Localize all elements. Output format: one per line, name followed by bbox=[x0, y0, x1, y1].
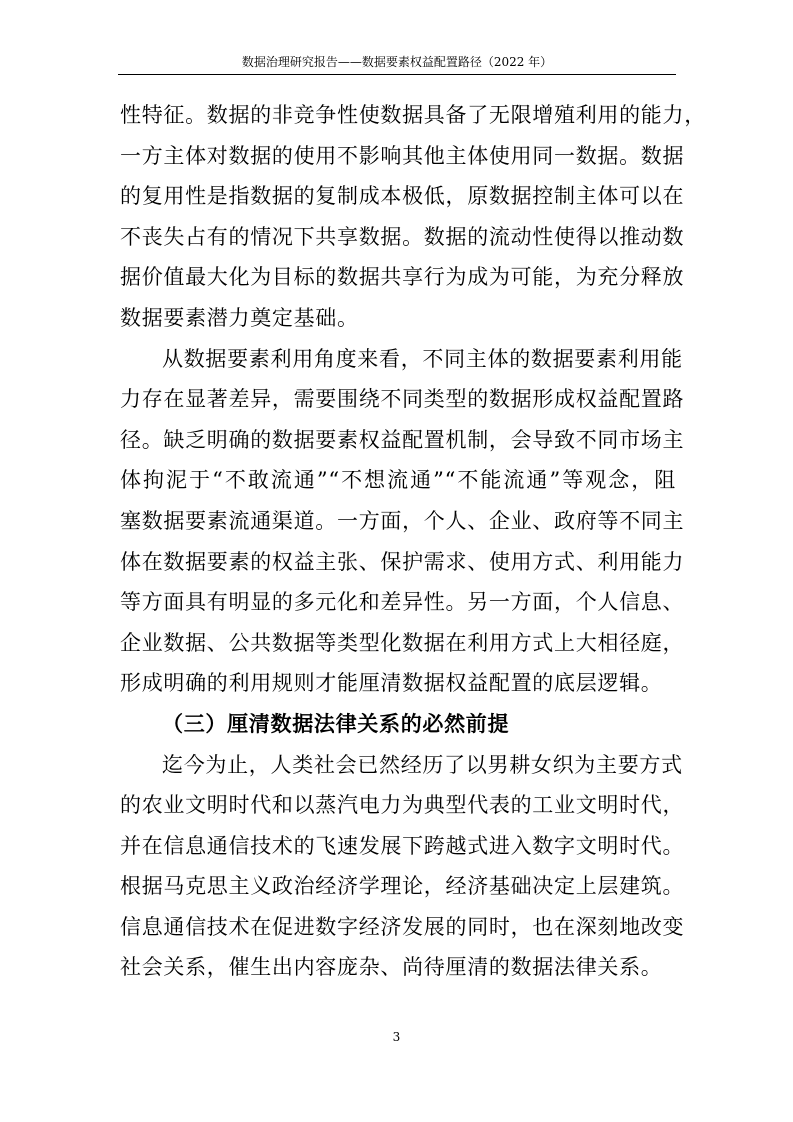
section-heading: （三）厘清数据法律关系的必然前提 bbox=[162, 710, 510, 736]
text-line: 一方主体对数据的使用不影响其他主体使用同一数据。数据 bbox=[120, 143, 685, 168]
text-line: 形成明确的利用规则才能厘清数据权益配置的底层逻辑。 bbox=[120, 671, 663, 696]
text-line: 力存在显著差异，需要围绕不同类型的数据形成权益配置路 bbox=[120, 387, 685, 412]
text-line: 塞数据要素流通渠道。一方面，个人、企业、政府等不同主 bbox=[120, 508, 685, 533]
text-line: 信息通信技术在促进数字经济发展的同时，也在深刻地改变 bbox=[120, 914, 685, 939]
text-line: 体在数据要素的权益主张、保护需求、使用方式、利用能力 bbox=[120, 549, 685, 574]
text-line: 性特征。数据的非竞争性使数据具备了无限增殖利用的能力， bbox=[120, 103, 706, 127]
text-line: 并在信息通信技术的飞速发展下跨越式进入数字文明时代。 bbox=[120, 833, 685, 858]
text-line: 的复用性是指数据的复制成本极低，原数据控制主体可以在 bbox=[120, 184, 685, 209]
text-line: 从数据要素利用角度来看，不同主体的数据要素利用能 bbox=[162, 346, 683, 371]
text-line: 社会关系，催生出内容庞杂、尚待厘清的数据法律关系。 bbox=[120, 955, 663, 980]
text-line: 不丧失占有的情况下共享数据。数据的流动性使得以推动数 bbox=[120, 224, 685, 249]
text-line: 企业数据、公共数据等类型化数据在利用方式上大相径庭， bbox=[120, 630, 685, 655]
text-line: 的农业文明时代和以蒸汽电力为典型代表的工业文明时代， bbox=[120, 793, 685, 818]
text-line: 根据马克思主义政治经济学理论，经济基础决定上层建筑。 bbox=[120, 874, 685, 899]
text-line: 等方面具有明显的多元化和差异性。另一方面，个人信息、 bbox=[120, 590, 685, 615]
running-header: 数据治理研究报告——数据要素权益配置路径（2022 年） bbox=[118, 52, 676, 75]
text-line: 数据要素潜力奠定基础。 bbox=[120, 305, 359, 330]
text-line: 据价值最大化为目标的数据共享行为成为可能，为充分释放 bbox=[120, 265, 685, 290]
text-line: 体拘泥于“不敢流通”“不想流通”“不能流通”等观念，阻 bbox=[120, 468, 676, 493]
text-line: 迄今为止，人类社会已然经历了以男耕女织为主要方式 bbox=[162, 752, 683, 777]
text-line: 径。缺乏明确的数据要素权益配置机制，会导致不同市场主 bbox=[120, 427, 685, 452]
document-body bbox=[120, 95, 706, 988]
page-number: 3 bbox=[392, 1030, 401, 1044]
